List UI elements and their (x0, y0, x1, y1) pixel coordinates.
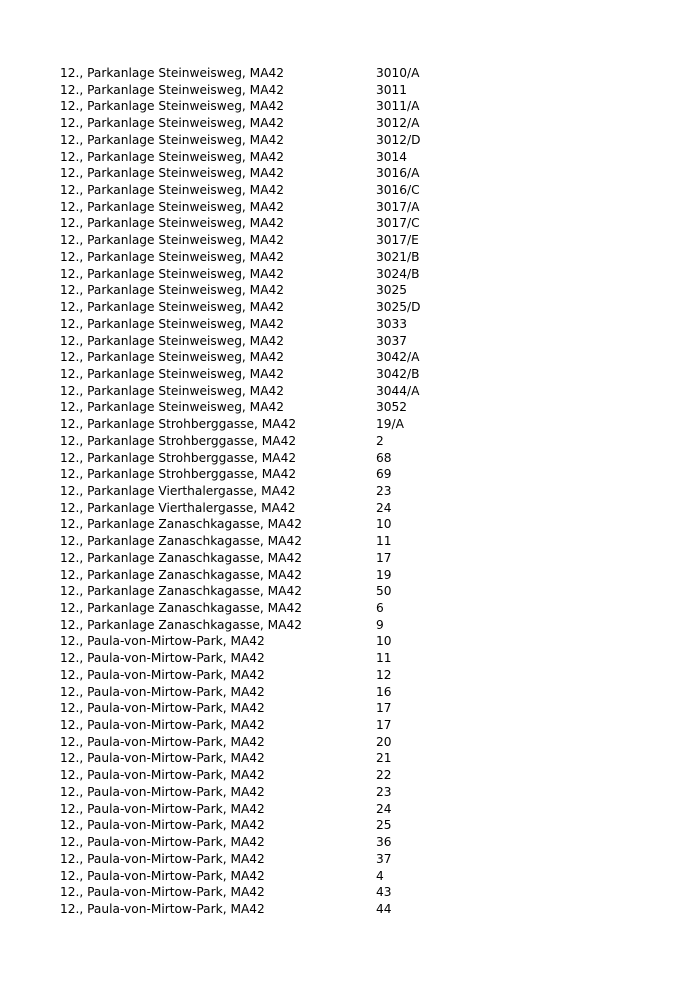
number-text: 3025 (376, 283, 408, 298)
list-item (60, 734, 660, 751)
number-text: 3016/A (376, 166, 420, 181)
location-text: 12., Paula-von-Mirtow-Park, MA42 (60, 851, 265, 866)
location-text: 12., Paula-von-Mirtow-Park, MA42 (60, 701, 265, 716)
number-text: 3011 (376, 82, 408, 97)
list-item (60, 901, 660, 918)
location-text: 12., Parkanlage Steinweisweg, MA42 (60, 183, 285, 198)
list-item (60, 650, 660, 667)
location-text: 12., Parkanlage Steinweisweg, MA42 (60, 82, 285, 97)
number-text: 3011/A (376, 99, 420, 114)
number-text: 17 (376, 550, 392, 565)
number-text: 11 (376, 534, 392, 549)
list-item (60, 249, 660, 266)
number-text: 3017/C (376, 216, 420, 231)
number-text: 3010/A (376, 66, 420, 80)
location-text: 12., Paula-von-Mirtow-Park, MA42 (60, 634, 265, 649)
location-text: 12., Parkanlage Strohberggasse, MA42 (60, 450, 297, 465)
location-text: 12., Parkanlage Steinweisweg, MA42 (60, 66, 285, 80)
list-item (60, 65, 660, 82)
list-item (60, 500, 660, 517)
location-text: 12., Paula-von-Mirtow-Park, MA42 (60, 768, 265, 783)
list-item (60, 149, 660, 166)
location-text: 12., Parkanlage Strohberggasse, MA42 (60, 433, 297, 448)
list-item (60, 767, 660, 784)
list-item (60, 801, 660, 818)
list-item (60, 316, 660, 333)
number-text: 23 (376, 784, 392, 799)
location-text: 12., Parkanlage Steinweisweg, MA42 (60, 350, 285, 365)
list-item (60, 132, 660, 149)
number-text: 2 (376, 433, 384, 448)
list-item (60, 617, 660, 634)
list-item (60, 98, 660, 115)
number-text: 68 (376, 450, 392, 465)
number-text: 6 (376, 601, 384, 615)
location-text: 12., Parkanlage Zanaschkagasse, MA42 (60, 601, 303, 615)
number-text: 3042/A (376, 350, 420, 365)
list-item (60, 684, 660, 701)
location-text: 12., Paula-von-Mirtow-Park, MA42 (60, 651, 265, 666)
number-text: 9 (376, 617, 384, 632)
number-text: 3037 (376, 333, 408, 348)
location-text: 12., Parkanlage Steinweisweg, MA42 (60, 233, 285, 248)
list-item (60, 383, 660, 400)
location-text: 12., Parkanlage Steinweisweg, MA42 (60, 300, 285, 315)
number-text: 19/A (376, 417, 404, 432)
location-text: 12., Parkanlage Vierthalergasse, MA42 (60, 500, 296, 515)
list-item (60, 333, 660, 350)
list-item (60, 667, 660, 684)
number-text: 21 (376, 751, 392, 766)
list-item (60, 633, 660, 650)
number-text: 3033 (376, 316, 408, 331)
list-item (60, 583, 660, 600)
number-text: 24 (376, 500, 392, 515)
number-text: 12 (376, 667, 392, 682)
number-text: 20 (376, 734, 392, 749)
list-item (60, 282, 660, 299)
location-text: 12., Parkanlage Steinweisweg, MA42 (60, 166, 285, 181)
list-item (60, 784, 660, 801)
number-text: 10 (376, 517, 392, 532)
location-text: 12., Parkanlage Strohberggasse, MA42 (60, 417, 297, 432)
location-text: 12., Parkanlage Steinweisweg, MA42 (60, 216, 285, 231)
number-text: 3052 (376, 400, 408, 415)
number-text: 36 (376, 835, 392, 850)
location-text: 12., Parkanlage Zanaschkagasse, MA42 (60, 550, 303, 565)
number-text: 17 (376, 701, 392, 716)
number-text: 3016/C (376, 183, 420, 198)
location-text: 12., Parkanlage Zanaschkagasse, MA42 (60, 567, 303, 582)
number-text: 43 (376, 885, 392, 900)
list-item (60, 533, 660, 550)
location-text: 12., Parkanlage Steinweisweg, MA42 (60, 383, 285, 398)
location-text: 12., Paula-von-Mirtow-Park, MA42 (60, 801, 265, 816)
number-text: 3012/A (376, 116, 420, 131)
number-text: 50 (376, 584, 392, 599)
location-text: 12., Parkanlage Steinweisweg, MA42 (60, 400, 285, 415)
location-text: 12., Parkanlage Zanaschkagasse, MA42 (60, 617, 303, 632)
number-text: 4 (376, 868, 384, 883)
list-item (60, 165, 660, 182)
list-item (60, 868, 660, 885)
number-text: 3024/B (376, 266, 420, 281)
location-list (60, 65, 660, 918)
number-text: 3017/A (376, 199, 420, 214)
list-item (60, 600, 660, 617)
number-text: 23 (376, 483, 392, 498)
number-text: 3042/B (376, 366, 420, 381)
location-text: 12., Parkanlage Strohberggasse, MA42 (60, 467, 297, 482)
number-text: 24 (376, 801, 392, 816)
location-text: 12., Paula-von-Mirtow-Park, MA42 (60, 868, 265, 883)
location-text: 12., Paula-von-Mirtow-Park, MA42 (60, 751, 265, 766)
location-text: 12., Paula-von-Mirtow-Park, MA42 (60, 734, 265, 749)
list-item (60, 182, 660, 199)
location-text: 12., Paula-von-Mirtow-Park, MA42 (60, 718, 265, 733)
location-text: 12., Parkanlage Steinweisweg, MA42 (60, 333, 285, 348)
number-text: 10 (376, 634, 392, 649)
location-text: 12., Parkanlage Steinweisweg, MA42 (60, 116, 285, 131)
location-text: 12., Parkanlage Steinweisweg, MA42 (60, 249, 285, 264)
location-text: 12., Parkanlage Steinweisweg, MA42 (60, 132, 285, 147)
number-text: 37 (376, 851, 392, 866)
list-item (60, 266, 660, 283)
number-text: 22 (376, 768, 392, 783)
location-text: 12., Paula-von-Mirtow-Park, MA42 (60, 901, 265, 916)
list-item (60, 717, 660, 734)
list-item (60, 550, 660, 567)
number-text: 69 (376, 467, 392, 482)
list-item (60, 884, 660, 901)
location-text: 12., Parkanlage Steinweisweg, MA42 (60, 199, 285, 214)
list-item (60, 232, 660, 249)
list-item (60, 416, 660, 433)
number-text: 3017/E (376, 233, 419, 248)
list-item (60, 215, 660, 232)
location-text: 12., Parkanlage Steinweisweg, MA42 (60, 149, 285, 164)
location-text: 12., Paula-von-Mirtow-Park, MA42 (60, 818, 265, 833)
number-text: 19 (376, 567, 392, 582)
list-item (60, 115, 660, 132)
number-text: 11 (376, 651, 392, 666)
list-item (60, 349, 660, 366)
number-text: 16 (376, 684, 392, 699)
location-text: 12., Parkanlage Vierthalergasse, MA42 (60, 483, 296, 498)
location-text: 12., Parkanlage Steinweisweg, MA42 (60, 99, 285, 114)
location-text: 12., Parkanlage Steinweisweg, MA42 (60, 316, 285, 331)
number-text: 25 (376, 818, 392, 833)
number-text: 3014 (376, 149, 408, 164)
list-item (60, 750, 660, 767)
list-item (60, 82, 660, 99)
location-text: 12., Parkanlage Zanaschkagasse, MA42 (60, 534, 303, 549)
location-text: 12., Parkanlage Steinweisweg, MA42 (60, 283, 285, 298)
location-text: 12., Parkanlage Zanaschkagasse, MA42 (60, 517, 303, 532)
number-text: 44 (376, 901, 392, 916)
list-item (60, 399, 660, 416)
number-text: 3021/B (376, 249, 420, 264)
list-item (60, 516, 660, 533)
list-item (60, 700, 660, 717)
location-text: 12., Parkanlage Steinweisweg, MA42 (60, 366, 285, 381)
location-text: 12., Parkanlage Steinweisweg, MA42 (60, 266, 285, 281)
list-item (60, 433, 660, 450)
location-text: 12., Paula-von-Mirtow-Park, MA42 (60, 835, 265, 850)
list-item (60, 834, 660, 851)
list-item (60, 450, 660, 467)
number-text: 3025/D (376, 300, 421, 315)
list-item (60, 567, 660, 584)
number-text: 3044/A (376, 383, 420, 398)
list-item (60, 851, 660, 868)
location-text: 12., Paula-von-Mirtow-Park, MA42 (60, 667, 265, 682)
location-text: 12., Paula-von-Mirtow-Park, MA42 (60, 885, 265, 900)
number-text: 3012/D (376, 132, 421, 147)
location-text: 12., Parkanlage Zanaschkagasse, MA42 (60, 584, 303, 599)
list-item (60, 466, 660, 483)
location-text: 12., Paula-von-Mirtow-Park, MA42 (60, 684, 265, 699)
list-item (60, 299, 660, 316)
list-item (60, 483, 660, 500)
number-text: 17 (376, 718, 392, 733)
list-item (60, 366, 660, 383)
list-item (60, 199, 660, 216)
list-item (60, 817, 660, 834)
location-text: 12., Paula-von-Mirtow-Park, MA42 (60, 784, 265, 799)
